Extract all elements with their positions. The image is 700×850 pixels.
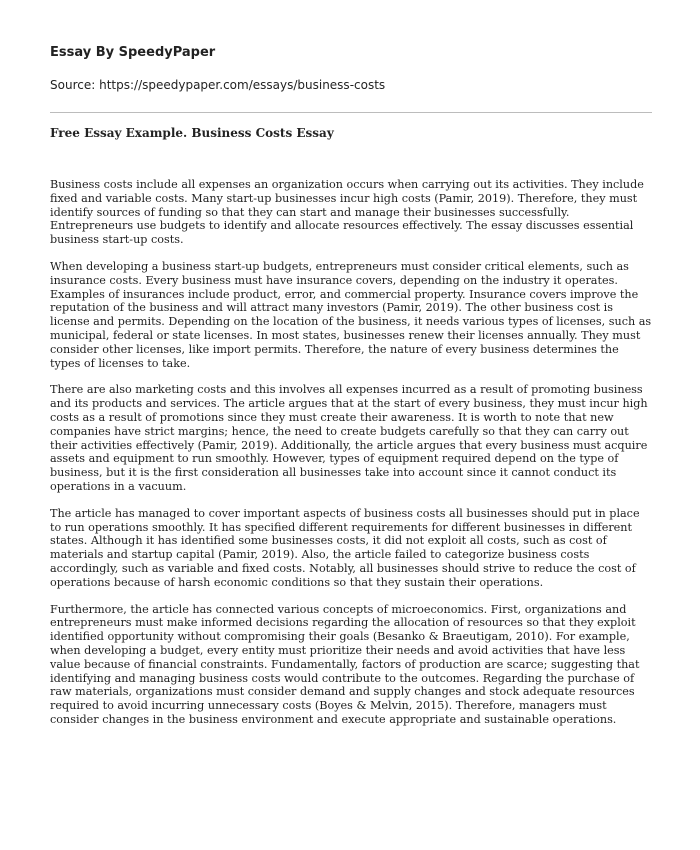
essay-body [50,178,652,727]
essay-paragraph: There are also marketing costs and this involves all expenses incurred as a result of promoting business and its products and services. The article argues that at the start of every business, they must incur high costs as a result of promotions since they must create their awareness. It is worth to note that new companies have strict margins; hence, the need to create budgets carefully so that they can carry out their activities effectively (Pamir, 2019). Additionally, the article argues that every business must acquire assets and equipment to run smoothly. However, types of equipment required depend on the type of business, but it is the first consideration all businesses take into account since it cannot conduct its operations in a vacuum. [50,383,648,493]
essay-paragraph: Furthermore, the article has connected various concepts of microeconomics. First, organizations and entrepreneurs must make informed decisions regarding the allocation of resources so that they exploit identified opportunity without compromising their goals (Besanko & Braeutigam, 2010). For example, when developing a budget, every entity must prioritize their needs and avoid activities that have less value because of financial constraints. Fundamentally, factors of production are scarce; suggesting that identifying and managing business costs would contribute to the outcomes. Regarding the purchase of raw materials, organizations must consider demand and supply changes and stock adequate resources required to avoid incurring unnecessary costs (Boyes & Melvin, 2015). Therefore, managers must consider changes in the business environment and execute appropriate and sustainable operations. [50,602,640,726]
source-line [50,78,652,92]
essay-paragraph: Business costs include all expenses an organization occurs when carrying out its activities. They include fixed and variable costs. Many start-up businesses incur high costs (Pamir, 2019). Therefore, they must identify sources of funding so that they can start and manage their businesses successfully. Entrepreneurs use budgets to identify and allocate resources effectively. The essay discusses essential business start-up costs. [50,178,644,247]
source-label: Source: [50,78,96,92]
essay-title: Free Essay Example. Business Costs Essay [50,126,334,140]
essay-paragraph: When developing a business start-up budgets, entrepreneurs must consider critical elements, such as insurance costs. Every business must have insurance covers, depending on the industry it operates. Examples of insurances include product, error, and commercial property. Insurance covers improve the reputation of the business and will attract many investors (Pamir, 2019). The other business cost is license and permits. Depending on the location of the business, it needs various types of licenses, such as municipal, federal or state licenses. In most states, businesses renew their licenses annually. They must consider other licenses, like import permits. Therefore, the nature of every business determines the types of licenses to take. [50,259,652,370]
source-url: https://speedypaper.com/essays/business-costs [99,78,386,92]
header-divider [50,112,652,113]
essay-paragraph: The article has managed to cover important aspects of business costs all businesses should put in place to run operations smoothly. It has specified different requirements for different businesses in different states. Although it has identified some businesses costs, it did not exploit all costs, such as cost of materials and startup capital (Pamir, 2019). Also, the article failed to categorize business costs accordingly, such as variable and fixed costs. Notably, all businesses should strive to reduce the cost of operations because of harsh economic conditions so that they sustain their operations. [50,506,640,589]
brand-title: Essay By SpeedyPaper [50,45,216,60]
